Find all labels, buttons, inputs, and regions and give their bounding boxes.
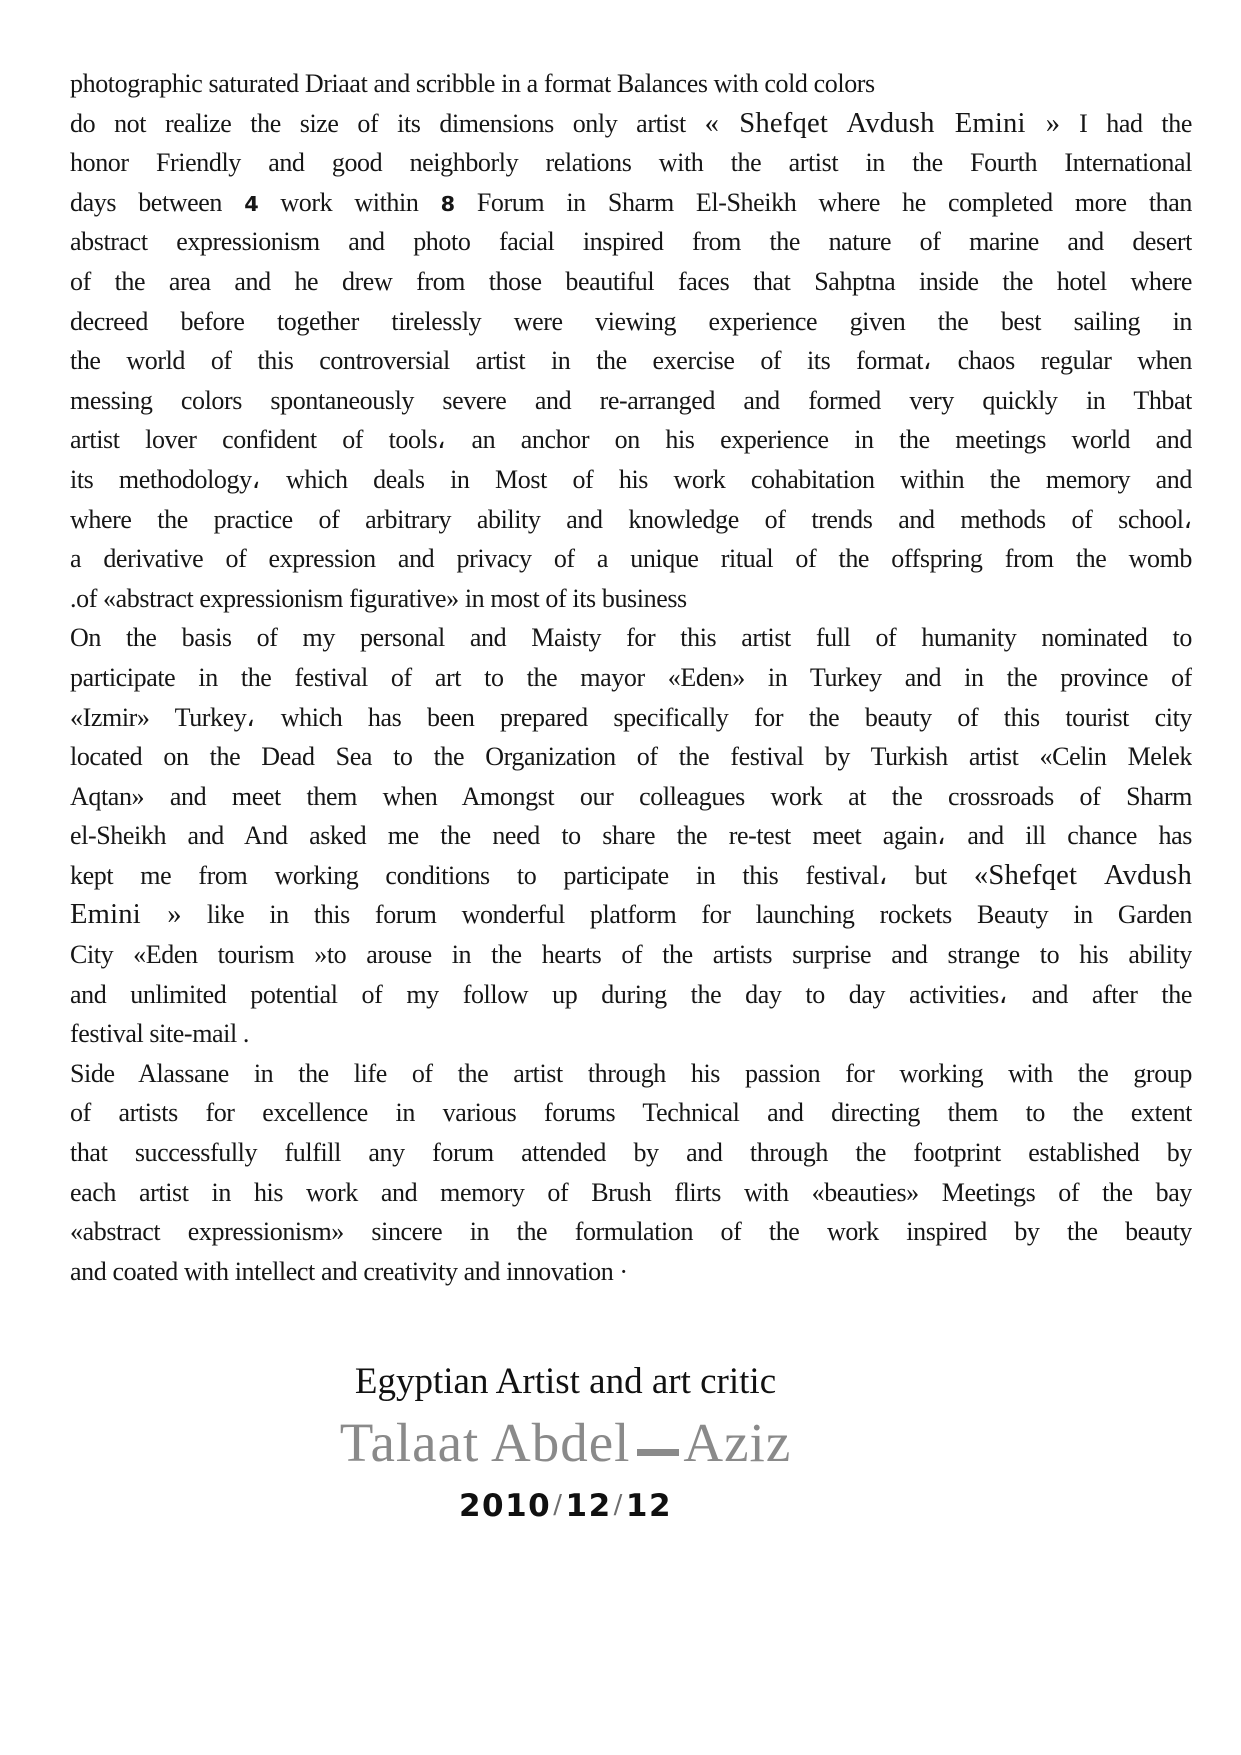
text-line: .of «abstract expressionism figurative» in most of its business [70,583,687,613]
date-slash: / [613,1490,624,1520]
bold-number: 4 [244,191,259,216]
signature-dash [637,1449,679,1456]
signature-date [0,1488,1186,1526]
paragraph [70,104,1192,619]
text-line: photographic saturated Driaat and scribble in a format Balances with cold colors [70,69,875,98]
article-body [70,64,1192,1291]
text-line: of artists for excellence in various forums Technical and directing them to the extent [70,1098,1192,1128]
text-line: abstract expressionism and photo facial inspired from the nature of marine and desert [70,227,1192,257]
signature-role: Egyptian Artist and art critic [354,1361,777,1402]
text-line: each artist in his work and memory of Brush flirts with «beauties» Meetings of the bay [70,1177,1192,1207]
text-line: festival site-mail . [70,1019,250,1049]
signature-name [0,1414,1186,1472]
text-line: participate in the festival of art to the mayor «Eden» in Turkey and in the province of [70,662,1192,692]
artist-name-emphasis: Emini » [70,899,182,931]
text-line: artist lover confident of tools، an anchor on his experience in the meetings world and [70,425,1192,455]
text-line: On the basis of my personal and Maisty for this artist full of humanity nominated to [70,623,1192,653]
text-line: Emini » like in this forum wonderful platform for launching rockets Beauty in Garden [70,899,1192,931]
text-line: messing colors spontaneously severe and re-arranged and formed very quickly in Thbat [70,385,1192,415]
text-line: «Izmir» Turkey، which has been prepared specifically for the beauty of this tourist city [70,702,1192,732]
text-line: and coated with intellect and creativity and innovation · [70,1256,628,1286]
text-line: and unlimited potential of my follow up during the day to day activities، and after the [70,979,1192,1009]
paragraph [70,64,1192,104]
date-part: 2010 [458,1488,552,1524]
paragraph [70,1054,1192,1292]
text-line: the world of this controversial artist in the exercise of its format، chaos regular when [70,346,1192,376]
date-part: 12 [565,1488,612,1524]
text-line: honor Friendly and good neighborly relations with the artist in the Fourth International [70,148,1192,178]
text-line: where the practice of arbitrary ability and knowledge of trends and methods of school، [70,504,1192,534]
signature-name-left: Talaat Abdel [339,1412,631,1473]
text-line: days between 4 work within 8 Forum in Sharm El-Sheikh where he completed more than [70,187,1192,217]
text-line: do not realize the size of its dimensions only artist « Shefqet Avdush Emini » I had the [70,107,1192,139]
text-line: its methodology، which deals in Most of his work cohabitation within the memory and [70,464,1192,494]
signature-block [0,1360,1186,1526]
artist-name-emphasis: «Shefqet Avdush [973,859,1192,891]
text-line: el-Sheikh and And asked me the need to share the re-test meet again، and ill chance has [70,821,1192,851]
text-line: decreed before together tirelessly were viewing experience given the best sailing in [70,306,1192,336]
text-line: «abstract expressionism» sincere in the formulation of the work inspired by the beauty [70,1217,1192,1247]
text-line: City «Eden tourism »to arouse in the hearts of the artists surprise and strange to his ability [70,940,1192,970]
bold-number: 8 [440,191,455,216]
text-line: kept me from working conditions to participate in this festival، but «Shefqet Avdush [70,859,1192,891]
text-line: a derivative of expression and privacy of a unique ritual of the offspring from the womb [70,544,1192,574]
artist-name-emphasis: « Shefqet Avdush Emini » [704,107,1061,139]
paragraph [70,618,1192,1054]
text-line: Side Alassane in the life of the artist through his passion for working with the group [70,1058,1192,1088]
text-line: of the area and he drew from those beautiful faces that Sahptna inside the hotel where [70,266,1192,296]
text-line: located on the Dead Sea to the Organization of the festival by Turkish artist «Celin Melek [70,742,1192,772]
signature-name-right: Aziz [683,1412,792,1473]
date-part: 12 [625,1488,673,1524]
text-line: Aqtan» and meet them when Amongst our colleagues work at the crossroads of Sharm [70,781,1192,811]
date-slash: / [553,1490,564,1520]
text-line: that successfully fulfill any forum attended by and through the footprint established by [70,1138,1192,1168]
